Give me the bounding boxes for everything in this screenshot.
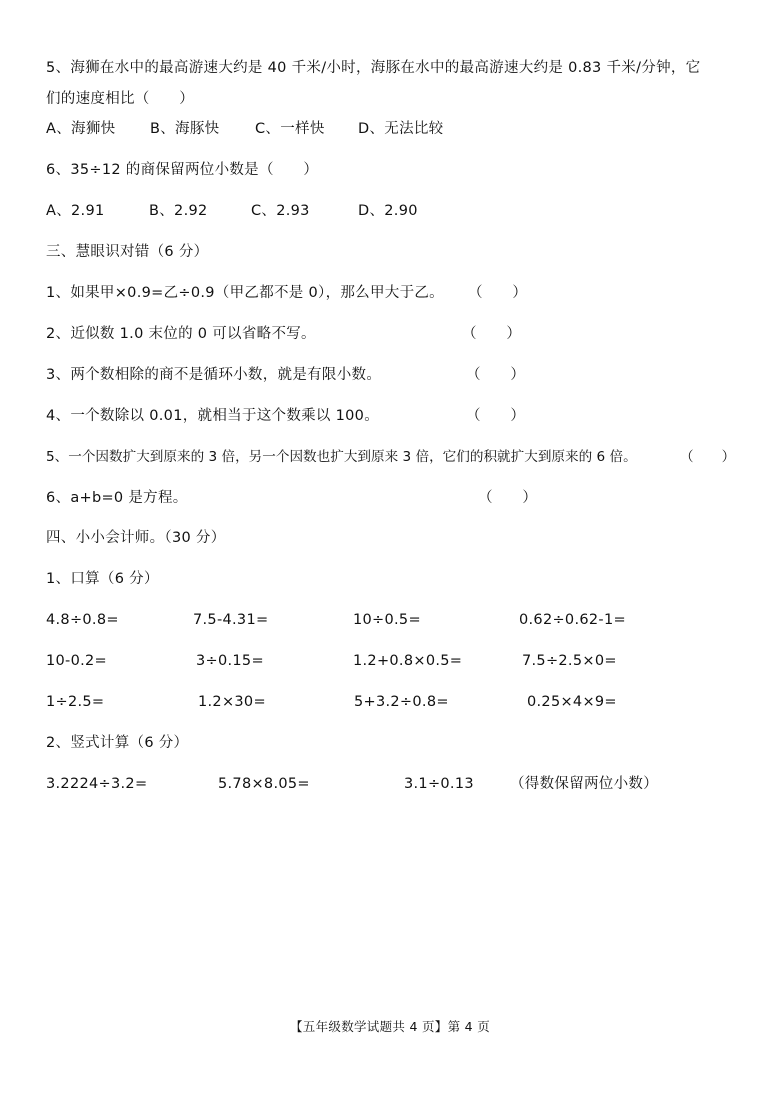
q5-option-a: A、海狮快: [46, 121, 116, 137]
q5-option-b: B、海豚快: [150, 121, 220, 137]
oral-problem: 1.2+0.8×0.5=: [353, 653, 463, 669]
tf-item-4-answer[interactable]: （ ）: [466, 408, 526, 424]
q6-option-d: D、2.90: [358, 203, 418, 219]
oral-problem: 10÷0.5=: [353, 612, 421, 628]
oral-calc-title: 1、口算（6 分）: [46, 571, 159, 587]
q5-line1: 5、海狮在水中的最高游速大约是 40 千米/小时，海豚在水中的最高游速大约是 0.83 千米/分钟，它: [46, 60, 701, 76]
oral-problem: 0.62÷0.62-1=: [519, 612, 626, 628]
tf-item-1-answer[interactable]: （ ）: [468, 285, 528, 301]
tf-item-5: 5、一个因数扩大到原来的 3 倍，另一个因数也扩大到原来 3 倍，它们的积就扩大到原来的 6 倍。: [46, 449, 637, 465]
tf-item-6: 6、a+b=0 是方程。: [46, 490, 188, 506]
tf-item-3: 3、两个数相除的商不是循环小数，就是有限小数。: [46, 367, 382, 383]
tf-item-1: 1、如果甲×0.9=乙÷0.9（甲乙都不是 0），那么甲大于乙。: [46, 285, 444, 301]
vertical-note: （得数保留两位小数）: [510, 776, 658, 792]
tf-item-3-answer[interactable]: （ ）: [466, 367, 526, 383]
oral-problem: 5+3.2÷0.8=: [354, 694, 449, 710]
oral-problem: 10-0.2=: [46, 653, 107, 669]
q5-line2: 们的速度相比（ ）: [46, 91, 194, 107]
vertical-problem: 5.78×8.05=: [218, 776, 310, 792]
vertical-problem: 3.1÷0.13: [404, 776, 474, 792]
oral-problem: 7.5-4.31=: [193, 612, 269, 628]
section3-title: 三、慧眼识对错（6 分）: [46, 244, 209, 260]
tf-item-2-answer[interactable]: （ ）: [462, 326, 522, 342]
oral-problem: 0.25×4×9=: [527, 694, 617, 710]
oral-problem: 1.2×30=: [198, 694, 266, 710]
oral-problem: 4.8÷0.8=: [46, 612, 119, 628]
oral-problem: 7.5÷2.5×0=: [522, 653, 617, 669]
tf-item-5-answer[interactable]: （ ）: [680, 449, 736, 465]
section4-title: 四、小小会计师。（30 分）: [46, 530, 226, 546]
q6-option-b: B、2.92: [149, 203, 208, 219]
oral-problem: 1÷2.5=: [46, 694, 105, 710]
q6-option-c: C、2.93: [251, 203, 310, 219]
tf-item-6-answer[interactable]: （ ）: [478, 490, 538, 506]
tf-item-2: 2、近似数 1.0 末位的 0 可以省略不写。: [46, 326, 316, 342]
tf-item-4: 4、一个数除以 0.01，就相当于这个数乘以 100。: [46, 408, 380, 424]
vertical-calc-title: 2、竖式计算（6 分）: [46, 735, 189, 751]
oral-problem: 3÷0.15=: [196, 653, 264, 669]
q5-option-d: D、无法比较: [358, 121, 444, 137]
q6-text: 6、35÷12 的商保留两位小数是（ ）: [46, 162, 319, 178]
vertical-problem: 3.2224÷3.2=: [46, 776, 148, 792]
page-footer: 【五年级数学试题共 4 页】第 4 页: [290, 1019, 490, 1034]
q6-option-a: A、2.91: [46, 203, 105, 219]
q5-option-c: C、一样快: [255, 121, 325, 137]
